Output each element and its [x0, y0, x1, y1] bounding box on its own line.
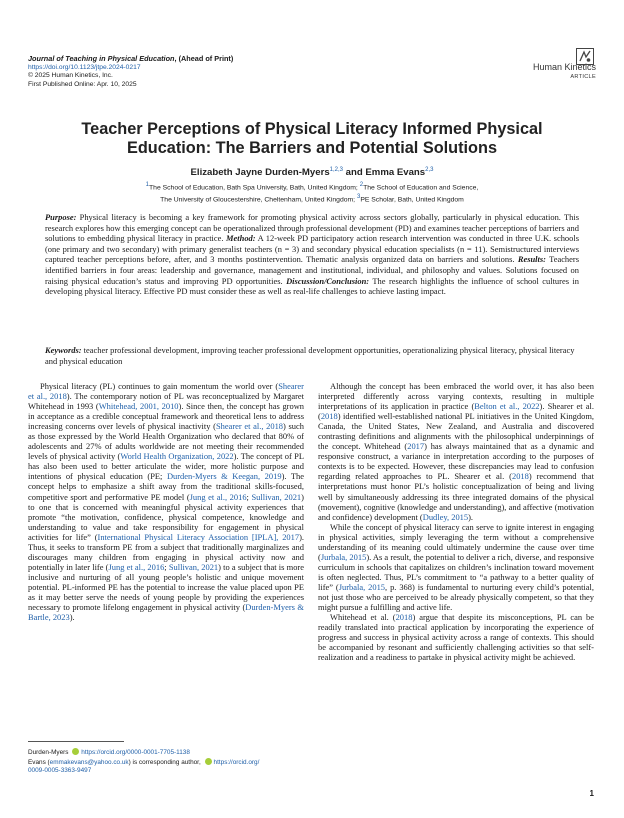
first-published: First Published Online: Apr. 10, 2025 [28, 81, 137, 89]
human-kinetics-logo-icon [576, 48, 594, 65]
citation-link[interactable]: Jurbala, 2015 [338, 581, 386, 592]
abstract: Purpose: Physical literacy is becoming a key framework for promoting physical activity across sectors globally, particularly in physical education. This research explores how this emerging concept can be operationalized through professional development (PD) and examines teacher perceptions of barriers and solutions to embedding physical literacy in practice. Method: A 12-week PD participatory action research intervention was conducted in three U.K. schools (one primary and two secondary) with primary generalist teachers (n = 3) and secondary physical education specialists (n = 11). Semistructured interviews captured teacher perceptions before, after, and 3 months postintervention. Thematic analysis organized data on barriers and solutions. Results: Teachers identified barriers in four areas: leadership and governance, management and institutional, individual, and philosophy and values. Solutions focused on raising physical education’s status and improving PD opportunities. Discussion/Conclusion: The research highlights the influence of school cultures in developing physical literacy. Effective PD must consider these as well as real-life challenges to achieve lasting impact. [45, 212, 579, 297]
citation-link[interactable]: 2018 [320, 411, 338, 422]
keywords: Keywords: teacher professional development, improving teacher professional development opportunities, operationalizing physical literacy, physical literacy and physical education [45, 345, 575, 366]
citation-link[interactable]: Jung et al., 2016 [189, 491, 247, 502]
citation-link[interactable]: Shearer et al., 2018 [28, 381, 304, 402]
citation-link[interactable]: World Health Organization, 2022 [120, 451, 234, 462]
orcid-link[interactable]: https://orcid.org/0000-0001-7705-1138 [81, 749, 190, 756]
orcid-link-continued[interactable]: 0009-0005-3363-9497 [28, 767, 92, 775]
orcid-icon [205, 758, 212, 765]
email-link[interactable]: emmakevans@yahoo.co.uk [49, 758, 129, 766]
citation-link[interactable]: 2018 [511, 471, 529, 482]
journal-title: Journal of Teaching in Physical Education, (Ahead of Print) [28, 54, 234, 63]
author-list: Elizabeth Jayne Durden-Myers$^{1,2,3}$ and Emma Evans$^{2,3}$ [190, 167, 434, 179]
affiliations: $^1$The School of Education, Bath Spa University, Bath, United Kingdom; $^2$The School of Education and Science, The University of Gloucestershire, Cheltenham, United Kingdom; $^3$PE Scholar, Bath, United Kingdom [145, 182, 479, 203]
citation-link[interactable]: 2017 [407, 441, 425, 452]
body-column-right [318, 381, 594, 662]
paragraph: Whitehead et al. (2018) argue that despite its misconceptions, PL can be readily translated into practical application by incorporating the experience of progress and success in physical activity across a range of contexts. This should be accompanied by resonant and sufficiently challenging activities so that self-realization and a readiness to partake in physical activity might be achieved. [318, 612, 594, 663]
paragraph: Although the concept has been embraced the world over, it has also been interpreted differently across varying contexts, resulting in multiple interpretations of its application in practice (Belton et al., 2022). Shearer et al. (2018) identified well-established national PL initiatives in the United Kingdom, Canada, the United States, New Zealand, and Australia and discovered contrasting definitions and alignments with the philosophical underpinnings of the concept. Whitehead (2017) has always maintained that as a dynamic and responsive construct, a variance in interpretation according to the purposes of contexts is to be expected. However, these discrepancies may lead to confusion regarding related approaches to PL. Shearer et al. (2018) recommend that interpretations must honor PL’s holistic conceptualization of being and living well by simultaneously addressing its three integrated domains of the physical (movement), cognitive (knowledge and understanding), and affective (motivation and confidence) development (Dudley, 2015). [318, 381, 595, 522]
citation-link[interactable]: Sullivan, 2021 [251, 491, 302, 502]
citation-link[interactable]: 2018 [395, 612, 413, 623]
paragraph: While the concept of physical literacy can serve to ignite interest in engaging in physical activities, simply leveraging the term without a comprehensive understanding of its meaning could ultimately undermine the cause over time (Jurbala, 2015). As a result, the potential to deliver a rich, diverse, and responsive curriculum in schools that capitalizes on children’s inclination toward movement is often neglected. Thus, PL’s commitment to “a pathway to a better quality of life” (Jurbala, 2015, p. 368) is fundamental to nurturing every child’s potential, not just those who are perceived to be already physically competent, so that they might pursue a fulfilling and active life. [318, 521, 594, 613]
article-type: ARTICLE [570, 74, 596, 80]
body-column-left [28, 381, 304, 622]
doi-link[interactable]: https://doi.org/10.1123/jtpe.2024-0217 [28, 63, 141, 71]
citation-link[interactable]: Shearer et al., 2018 [215, 421, 284, 432]
orcid-icon [72, 748, 79, 755]
journal-header [28, 55, 328, 90]
publisher-name: Human Kinetics [532, 62, 596, 72]
citation-link[interactable]: Dudley, 2015 [422, 511, 469, 522]
citation-link[interactable]: International Physical Literacy Association [IPLA], 2017 [97, 531, 300, 542]
page-number: 1 [589, 789, 594, 798]
page-title: Teacher Perceptions of Physical Literacy Informed Physical Education: The Barriers and Potential Solutions [81, 120, 543, 157]
citation-link[interactable]: Belton et al., 2022 [474, 401, 540, 412]
footnotes [28, 748, 304, 776]
citation-link[interactable]: Whitehead, 2001, 2010 [98, 401, 179, 412]
publisher-block [533, 62, 596, 80]
orcid-link[interactable]: https://orcid.org/ [213, 758, 260, 766]
citation-link[interactable]: Jurbala, 2015 [320, 551, 367, 562]
footnote-orcid-1: Durden-Myers https://orcid.org/0000-0001-7705-1138 [28, 749, 190, 756]
paragraph: Physical literacy (PL) continues to gain momentum the world over (Shearer et al., 2018). The contemporary notion of PL was reconceptualized by Margaret Whitehead in 1993 (Whitehead, 2001, 2010). Since then, the concept has grown in acceptance as a credible conceptual framework and theoretical lens to address increasing concerns over levels of physical inactivity (Shearer et al., 2018) such as those expressed by the World Health Organization who declared that 80% of adolescents and 27% of adults worldwide are not meeting their recommended levels of physical activity (World Health Organization, 2022). The concept of PL has also been used to better articulate the wider, more holistic purpose and intentions of physical education (PE; Durden-Myers & Keegan, 2019). The concept helps to emphasize a shift away from the traditional skills-focused, competitive sport and performative PE model (Jung et al., 2016; Sullivan, 2021) to one that is concerned with meaningful physical activity experiences that promote “the motivation, confidence, physical competence, knowledge and understanding to value and take responsibility for engagement in physical activities for life” (International Physical Literacy Association [IPLA], 2017). Thus, it seeks to transform PE from a subject that traditionally marginalizes and discourages many children from engaging in physical activity now and potentially in later life (Jung et al., 2016; Sullivan, 2021) to a subject that is more inclusive and nurturing of all young people’s holistic and unique movement potential. PL-informed PE has the potential to increase the value placed upon PE as it may better serve the needs of young people by providing the experiences necessary to promote lifelong engagement in physical activity (Durden-Myers & Bartle, 2023). [28, 381, 305, 623]
author-name: Emma Evans [365, 167, 426, 179]
citation-link[interactable]: Durden-Myers & Keegan, 2019 [166, 471, 282, 482]
citation-link[interactable]: Jung et al., 2016 [108, 561, 165, 572]
citation-link[interactable]: Durden-Myers & Bartle, 2023 [28, 602, 304, 623]
copyright: © 2025 Human Kinetics, Inc. [28, 72, 113, 80]
footnote-divider [28, 741, 124, 742]
author-name: Elizabeth Jayne Durden-Myers [190, 167, 330, 179]
citation-link[interactable]: Sullivan, 2021 [168, 561, 219, 572]
footnote-corresponding: Evans (emmakevans@yahoo.co.uk) is corresponding author, https://orcid.org/ [28, 758, 260, 766]
